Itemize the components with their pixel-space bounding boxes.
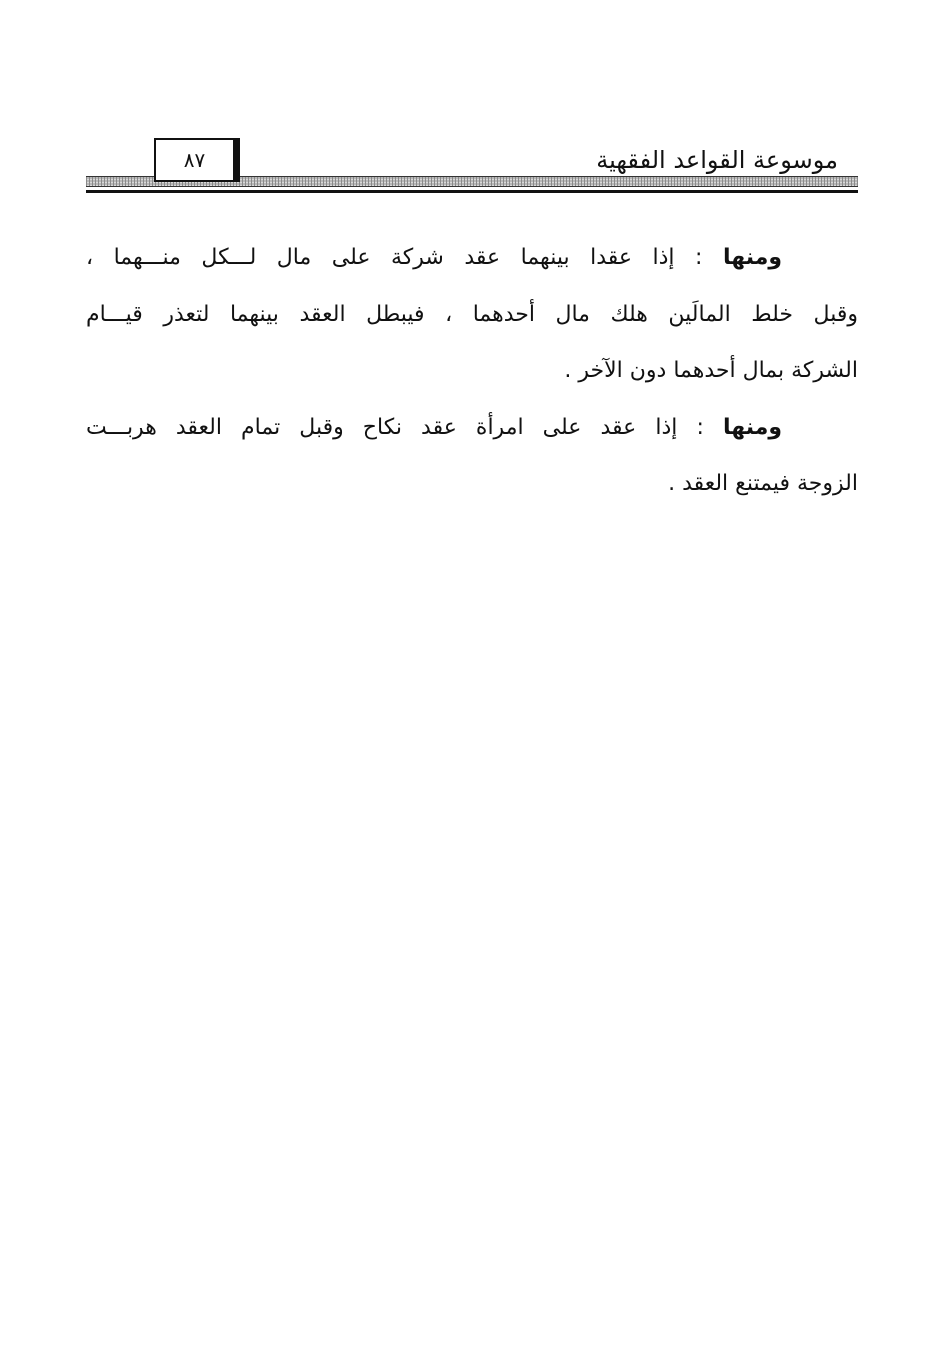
book-title: موسوعة القواعد الفقهية: [596, 146, 838, 174]
paragraph-1-lead: ومنها: [722, 245, 782, 270]
paragraph-2-line-2: الزوجة فيمتنع العقد .: [668, 471, 858, 496]
paragraph-1-line-3: الشركة بمال أحدهما دون الآخر .: [564, 358, 858, 383]
paragraph-2-line-1: [86, 400, 858, 457]
body-text: [86, 230, 858, 513]
paragraph-1-line-2: وقبل خلط المالَين هلك مال أحدهما ، فيبطل العقد بينهما لتعذر قيـــام: [86, 301, 858, 327]
header-rule: [86, 190, 858, 193]
running-header: [86, 138, 858, 196]
page-number: ٨٧: [154, 138, 240, 182]
paragraph-1-line-1: [86, 230, 858, 287]
paragraph-2-line-1-text: : إذا عقد على امرأة عقد نكاح وقبل تمام العقد هربـــت: [86, 414, 723, 440]
paragraph-1-line-1-text: : إذا عقدا بينهما عقد شركة على مال لـــكل منـــهما ،: [86, 245, 723, 270]
paragraph-2-lead: ومنها: [722, 414, 782, 440]
